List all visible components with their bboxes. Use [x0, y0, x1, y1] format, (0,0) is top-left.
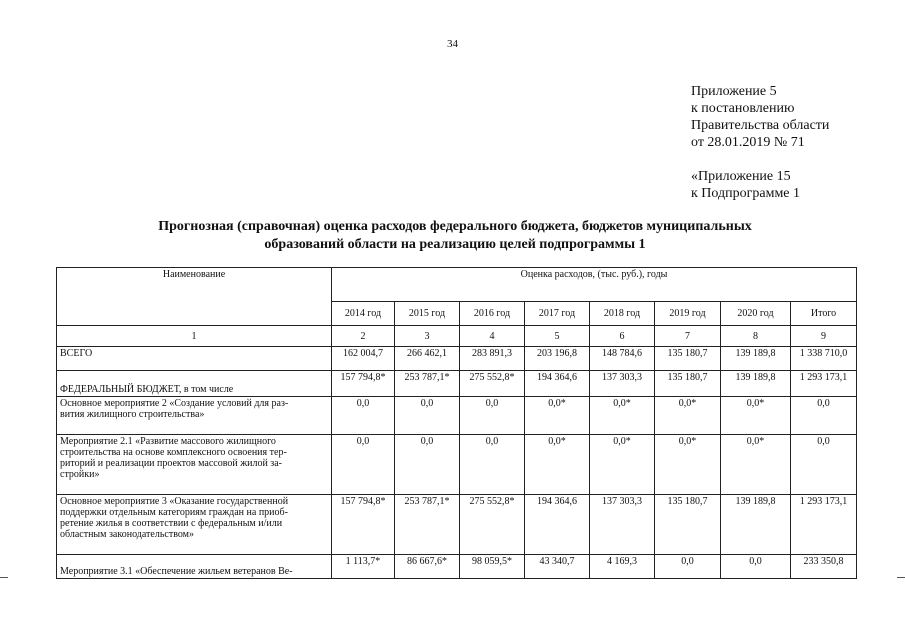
table-row: [57, 555, 857, 579]
table-cell: 0,0: [721, 555, 791, 579]
table-cell: 253 787,1*: [395, 371, 460, 397]
title-line: образований области на реализацию целей подпрограммы 1: [264, 237, 646, 252]
column-index: 4: [460, 326, 525, 347]
row-label-line: Основное мероприятие 2 «Создание условий для раз-: [60, 398, 289, 409]
year-header: 2015 год: [395, 302, 460, 326]
table-cell: 86 667,6*: [395, 555, 460, 579]
column-index: 6: [590, 326, 655, 347]
year-header: 2020 год: [721, 302, 791, 326]
appendix-block: [691, 83, 829, 202]
expense-table: [56, 267, 857, 579]
table-cell: 275 552,8*: [460, 495, 525, 555]
name-column-header: Наименование: [57, 268, 332, 326]
appendix-line: Правительства области: [691, 118, 830, 133]
table-cell: 135 180,7: [655, 347, 721, 371]
year-header: 2017 год: [525, 302, 590, 326]
table-cell: 0,0: [332, 397, 395, 435]
table-cell: 157 794,8*: [332, 495, 395, 555]
table-cell: 0,0*: [655, 397, 721, 435]
total-header: Итого: [791, 302, 857, 326]
table-cell: 0,0: [395, 435, 460, 495]
column-index: 2: [332, 326, 395, 347]
appendix-line: «Приложение 15: [691, 169, 791, 184]
row-label: [57, 347, 332, 371]
table-cell: 0,0: [791, 397, 857, 435]
row-label-line: ВСЕГО: [60, 348, 93, 359]
table-cell: 0,0*: [590, 397, 655, 435]
row-label: [57, 555, 332, 579]
table-cell: 0,0*: [590, 435, 655, 495]
appendix-line: к постановлению: [691, 101, 795, 116]
row-label-line: областным законодательством»: [60, 529, 195, 540]
column-index: 7: [655, 326, 721, 347]
row-label: [57, 371, 332, 397]
table-cell: 0,0*: [655, 435, 721, 495]
appendix-line: к Подпрограмме 1: [691, 186, 801, 201]
table-cell: 0,0: [791, 435, 857, 495]
table-cell: 1 338 710,0: [791, 347, 857, 371]
row-label-line: строительства на основе комплексного освоения тер-: [60, 447, 287, 458]
table-cell: 0,0*: [525, 435, 590, 495]
table-cell: 0,0*: [721, 435, 791, 495]
table-cell: 157 794,8*: [332, 371, 395, 397]
table-cell: 0,0*: [525, 397, 590, 435]
table-cell: 1 113,7*: [332, 555, 395, 579]
table-cell: 135 180,7: [655, 371, 721, 397]
row-label-line: ретение жилья в соответствии с федеральным и/или: [60, 518, 283, 529]
year-header: 2014 год: [332, 302, 395, 326]
table-cell: 0,0: [460, 397, 525, 435]
table-cell: 0,0: [395, 397, 460, 435]
row-label: [57, 435, 332, 495]
table-row: [57, 495, 857, 555]
row-label-line: риторий и реализации проектов массовой жилой за-: [60, 458, 283, 469]
row-label-line: Мероприятие 2.1 «Развитие массового жилищного: [60, 436, 276, 447]
title-line: Прогнозная (справочная) оценка расходов федерального бюджета, бюджетов муниципальных: [158, 219, 752, 234]
table-cell: 1 293 173,1: [791, 495, 857, 555]
table-row: [57, 397, 857, 435]
table-cell: 266 462,1: [395, 347, 460, 371]
column-index: 3: [395, 326, 460, 347]
table-cell: 135 180,7: [655, 495, 721, 555]
table-row: [57, 371, 857, 397]
row-label: [57, 397, 332, 435]
table-cell: 0,0: [332, 435, 395, 495]
table-row: [57, 347, 857, 371]
table-cell: 137 303,3: [590, 371, 655, 397]
page-number: 34: [447, 38, 458, 50]
row-label: [57, 495, 332, 555]
table-cell: 98 059,5*: [460, 555, 525, 579]
column-index: 8: [721, 326, 791, 347]
appendix-line: от 28.01.2019 № 71: [691, 135, 805, 150]
table-cell: 139 189,8: [721, 347, 791, 371]
row-label-line: поддержки отдельным категориям граждан на приоб-: [60, 507, 288, 518]
table-cell: 0,0: [460, 435, 525, 495]
row-label-line: ФЕДЕРАЛЬНЫЙ БЮДЖЕТ, в том числе: [60, 384, 234, 395]
table-cell: 1 293 173,1: [791, 371, 857, 397]
year-header: 2016 год: [460, 302, 525, 326]
row-label-line: стройки»: [60, 469, 100, 480]
table-cell: 139 189,8: [721, 495, 791, 555]
table-cell: 139 189,8: [721, 371, 791, 397]
table-cell: 162 004,7: [332, 347, 395, 371]
table-cell: 283 891,3: [460, 347, 525, 371]
column-index-row: [57, 326, 857, 347]
table-cell: 137 303,3: [590, 495, 655, 555]
table-cell: 275 552,8*: [460, 371, 525, 397]
table-cell: 194 364,6: [525, 371, 590, 397]
document-title: [60, 218, 850, 254]
column-index: 5: [525, 326, 590, 347]
table-cell: 253 787,1*: [395, 495, 460, 555]
appendix-line: Приложение 5: [691, 84, 777, 99]
year-header: 2018 год: [590, 302, 655, 326]
row-label-line: Основное мероприятие 3 «Оказание государственной: [60, 496, 289, 507]
table-cell: 194 364,6: [525, 495, 590, 555]
table-cell: 4 169,3: [590, 555, 655, 579]
table-row: [57, 435, 857, 495]
table-cell: 0,0: [655, 555, 721, 579]
column-index: 9: [791, 326, 857, 347]
row-label-line: Мероприятие 3.1 «Обеспечение жильем ветеранов Ве-: [60, 566, 293, 577]
year-header: 2019 год: [655, 302, 721, 326]
expense-group-header: Оценка расходов, (тыс. руб.), годы: [332, 268, 857, 302]
column-index: 1: [57, 326, 332, 347]
right-margin-mark: [897, 577, 905, 578]
table-cell: 233 350,8: [791, 555, 857, 579]
row-label-line: вития жилищного строительства»: [60, 409, 205, 420]
table-cell: 0,0*: [721, 397, 791, 435]
table-cell: 148 784,6: [590, 347, 655, 371]
table-cell: 203 196,8: [525, 347, 590, 371]
table-cell: 43 340,7: [525, 555, 590, 579]
left-margin-mark: [0, 577, 8, 578]
